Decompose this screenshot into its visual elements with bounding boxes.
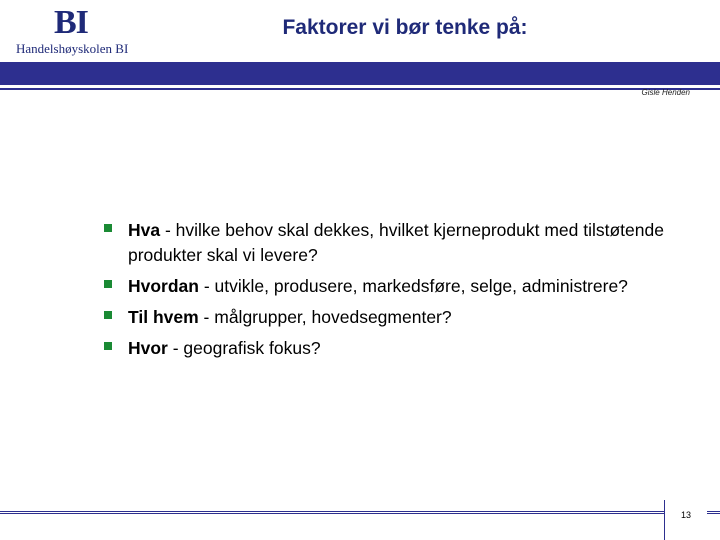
header-band — [0, 62, 720, 85]
bullet-item — [104, 274, 664, 299]
logo-text: Handelshøyskolen BI — [16, 41, 129, 56]
slide-title: Faktorer vi bør tenke på: — [282, 16, 528, 39]
bullet-keyword: Hvordan — [128, 276, 199, 296]
logo-mark: BI — [54, 4, 88, 41]
bullet-keyword: Til hvem — [128, 307, 199, 327]
bullet-square-icon — [104, 280, 112, 288]
bullet-text: - utvikle, produsere, markedsføre, selge, administrere? — [198, 276, 628, 296]
bullet-text: - hvilke behov skal dekkes, hvilket kjerneprodukt med tilstøtende produkter skal vi levere? — [128, 220, 664, 265]
footer-line — [0, 511, 720, 512]
bullet-item — [104, 218, 664, 268]
bullet-square-icon — [104, 224, 112, 232]
page-number-box — [664, 500, 707, 540]
footer-line — [0, 513, 720, 514]
bullet-keyword: Hva — [128, 220, 161, 240]
bullet-square-icon — [104, 342, 112, 350]
bullet-text: - målgrupper, hovedsegmenter? — [198, 307, 452, 327]
bullet-item — [104, 336, 664, 361]
bullet-square-icon — [104, 311, 112, 319]
author-name: Gisle Henden — [641, 88, 690, 97]
bi-logo — [16, 6, 141, 56]
bullet-item — [104, 305, 664, 330]
page-number: 13 — [680, 510, 691, 520]
bullet-list — [104, 218, 664, 367]
bullet-keyword: Hvor — [128, 338, 168, 358]
bullet-text: - geografisk fokus? — [167, 338, 321, 358]
header-divider — [0, 88, 720, 90]
